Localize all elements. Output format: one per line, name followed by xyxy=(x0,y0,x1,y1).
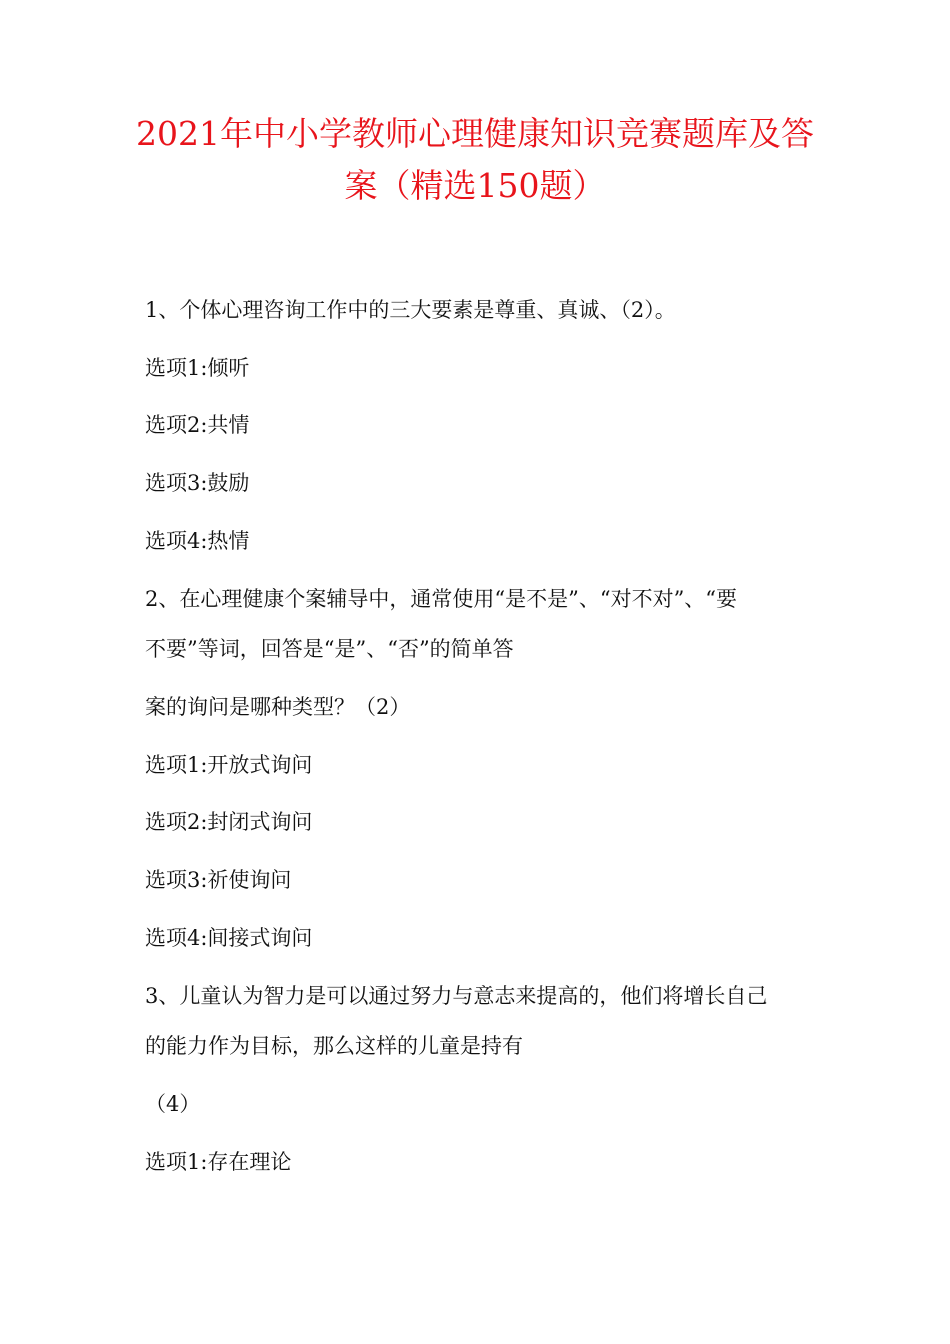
question-3-option-1: 选项1:存在理论 xyxy=(145,1150,292,1174)
question-2-option-2: 选项2:封闭式询问 xyxy=(145,810,313,834)
question-2-text-line-2: 不要”等词，回答是“是”、“否”的简单答 xyxy=(145,637,514,661)
question-2-text-line-1: 2、在心理健康个案辅导中，通常使用“是不是”、“对不对”、“要 xyxy=(145,587,738,611)
question-1-option-2: 选项2:共情 xyxy=(145,413,250,437)
document-title-line-1: 2021年中小学教师心理健康知识竞赛题库及答 xyxy=(136,114,814,153)
question-2-option-4: 选项4:间接式询问 xyxy=(145,926,313,950)
question-3-text-line-3: （4） xyxy=(145,1092,201,1116)
question-1-option-1: 选项1:倾听 xyxy=(145,356,250,380)
question-2-option-3: 选项3:祈使询问 xyxy=(145,868,292,892)
question-1-option-3: 选项3:鼓励 xyxy=(145,471,250,495)
question-3-text-line-1: 3、儿童认为智力是可以通过努力与意志来提高的，他们将增长自己 xyxy=(145,984,768,1008)
question-2-option-1: 选项1:开放式询问 xyxy=(145,753,313,777)
question-1-option-4: 选项4:热情 xyxy=(145,529,250,553)
question-2-text-line-3: 案的询问是哪种类型？（2） xyxy=(145,695,411,719)
question-3-text-line-2: 的能力作为目标，那么这样的儿童是持有 xyxy=(145,1034,523,1058)
document-title-line-2: 案（精选150题） xyxy=(344,166,606,205)
question-1-text: 1、个体心理咨询工作中的三大要素是尊重、真诚、（2）。 xyxy=(145,298,676,322)
